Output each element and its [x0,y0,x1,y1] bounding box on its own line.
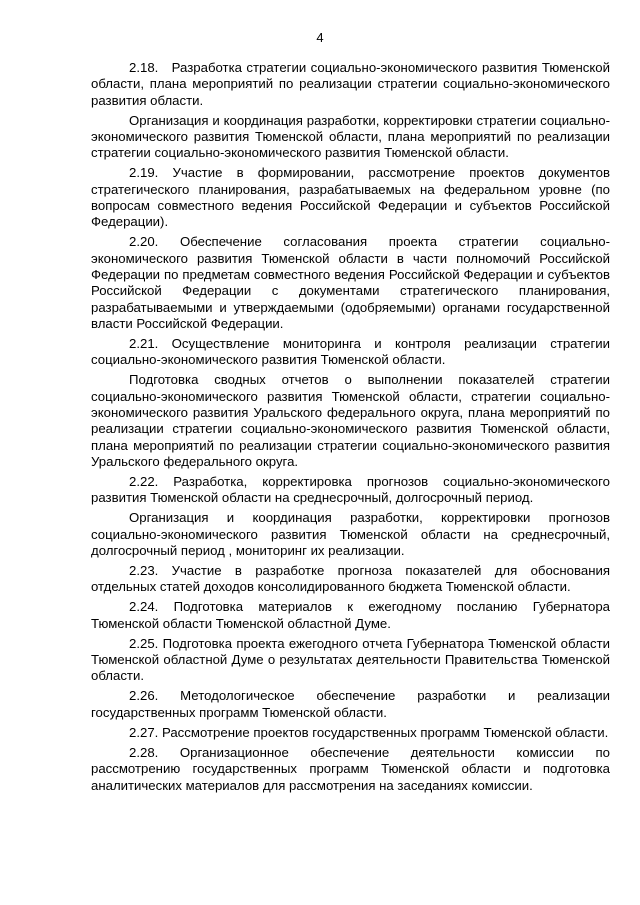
paragraph-2-21: 2.21. Осуществление мониторинга и контроля реализации стратегии социально-экономического развития Тюменской области. [91,335,610,368]
paragraph-2-24: 2.24. Подготовка материалов к ежегодному посланию Губернатора Тюменской области Тюменской областной Думе. [91,599,610,631]
paragraph-2-28: 2.28. Организационное обеспечение деятельности комиссии по рассмотрению государственных программ Тюменской области и подготовка аналитических материалов для рассмотрения на заседаниях комиссии. [91,744,610,793]
paragraph-2-21-reports: Подготовка сводных отчетов о выполнении показателей стратегии социально-экономического развития Тюменской области, стратегии социально-экономического развития Уральского федерального округа, плана мероприятий по реализации стратегии социально-экономического развития Тюменской области, плана мероприятий по реализации стратегии социально-экономического развития Уральского федерального округа. [91,372,610,469]
paragraph-2-18: 2.18. Разработка стратегии социально-экономического развития Тюменской области, плана мероприятий по реализации стратегии социально-экономического развития области. [91,60,610,108]
paragraph-2-22: 2.22. Разработка, корректировка прогнозов социально-экономического развития Тюменской области на среднесрочный, долгосрочный период. [91,473,610,506]
paragraph-2-25: 2.25. Подготовка проекта ежегодного отчета Губернатора Тюменской области Тюменской областной Думе о результатах деятельности Правительства Тюменской области. [91,635,610,684]
document-body [91,60,610,798]
paragraph-2-22-organization: Организация и координация разработки, корректировки прогнозов социально-экономического развития Тюменской области на среднесрочный, долгосрочный период , мониторинг их реализации. [91,510,610,558]
page-number: 4 [316,30,324,45]
paragraph-2-26: 2.26. Методологическое обеспечение разработки и реализации государственных программ Тюменской области. [91,688,610,720]
paragraph-2-19: 2.19. Участие в формировании, рассмотрение проектов документов стратегического планирования, разрабатываемых на федеральном уровне (по вопросам совместного ведения Российской Федерации и субъектов Российской Федерации). [91,165,610,230]
paragraph-2-20: 2.20. Обеспечение согласования проекта стратегии социально-экономического развития Тюменской области в части полномочий Российской Федерации по предметам совместного ведения Российской Федерации и субъектов Российской Федерации с документами стратегического планирования, разрабатываемыми и утверждаемыми (одобряемыми) органами государственной власти Российской Федерации. [91,234,610,331]
paragraph-2-27: 2.27. Рассмотрение проектов государственных программ Тюменской области. [129,724,609,740]
paragraph-2-18-organization: Организация и координация разработки, корректировки стратегии социально-экономического развития Тюменской области, плана мероприятий по реализации стратегии социально-экономического развития Тюменской области. [91,112,610,161]
paragraph-2-23: 2.23. Участие в разработке прогноза показателей для обоснования отдельных статей доходов консолидированного бюджета Тюменской области. [91,562,610,595]
